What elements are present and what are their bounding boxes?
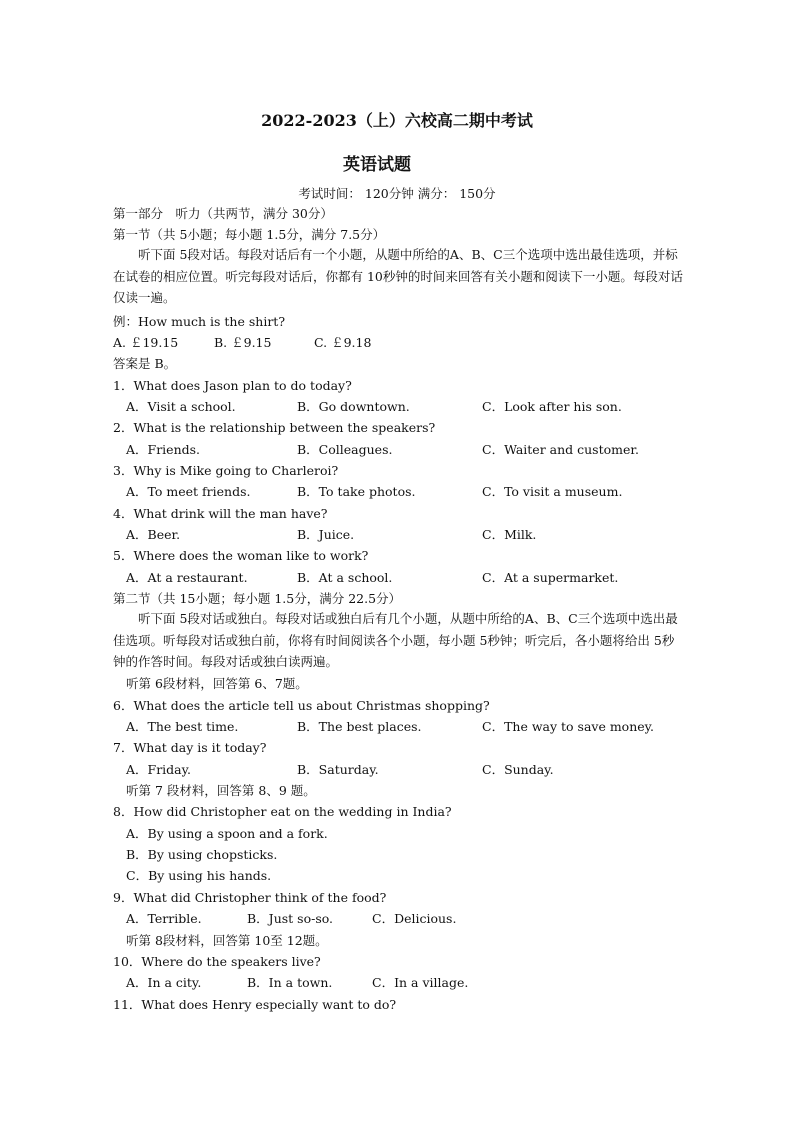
q2-option-a: A．Friends. [126, 442, 201, 457]
question-6: 6．What does the article tell us about Christmas shopping? [113, 698, 490, 713]
q1-option-a: A．Visit a school. [126, 399, 236, 414]
q1-option-b: B．Go downtown. [297, 399, 410, 414]
q9-option-c: C．Delicious. [372, 911, 457, 926]
material-7-note: 听第 7 段材料，回答第 8、9 题。 [126, 783, 316, 798]
material-8-note: 听第 8段材料，回答第 10至 12题。 [126, 933, 328, 948]
q3-option-c: C．To visit a museum. [482, 484, 623, 499]
subject-title: 英语试题 [343, 155, 411, 175]
q7-option-a: A．Friday. [126, 762, 192, 777]
question-11: 11．What does Henry especially want to do? [113, 997, 397, 1012]
question-8: 8．How did Christopher eat on the wedding in India? [113, 804, 452, 819]
q4-option-b: B．Juice. [297, 527, 355, 542]
q5-option-c: C．At a supermarket. [482, 570, 619, 585]
question-4: 4．What drink will the man have? [113, 506, 328, 521]
example-option-c: C. ￡9.18 [314, 335, 372, 350]
q10-option-a: A．In a city. [126, 975, 202, 990]
example-option-b: B. ￡9.15 [214, 335, 272, 350]
q6-option-b: B．The best places. [297, 719, 422, 734]
example-question: 例：How much is the shirt? [113, 314, 286, 329]
q8-option-a: A．By using a spoon and a fork. [126, 826, 328, 841]
q8-option-b: B．By using chopsticks. [126, 847, 278, 862]
q2-option-c: C．Waiter and customer. [482, 442, 639, 457]
q10-option-c: C．In a village. [372, 975, 469, 990]
question-7: 7．What day is it today? [113, 740, 267, 755]
q1-option-c: C．Look after his son. [482, 399, 622, 414]
question-1: 1．What does Jason plan to do today? [113, 378, 352, 393]
exam-info: 考试时间： 120分钟 满分： 150分 [298, 186, 496, 201]
q10-option-b: B．In a town. [247, 975, 333, 990]
question-2: 2．What is the relationship between the speakers? [113, 420, 436, 435]
q7-option-c: C．Sunday. [482, 762, 554, 777]
q9-option-a: A．Terrible. [126, 911, 202, 926]
example-answer: 答案是 B。 [113, 356, 177, 371]
q5-option-a: A．At a restaurant. [126, 570, 248, 585]
q4-option-a: A．Beer. [126, 527, 181, 542]
exam-title: 2022-2023（上）六校高二期中考试 [261, 111, 533, 130]
section1-heading: 第一节（共 5小题；每小题 1.5分，满分 7.5分） [113, 227, 386, 242]
material-6-note: 听第 6段材料，回答第 6、7题。 [126, 676, 308, 691]
part1-heading: 第一部分 听力（共两节，满分 30分） [113, 206, 333, 221]
question-10: 10．Where do the speakers live? [113, 954, 321, 969]
section2-heading: 第二节（共 15小题；每小题 1.5分，满分 22.5分） [113, 591, 402, 606]
question-9: 9．What did Christopher think of the food? [113, 890, 387, 905]
q5-option-b: B．At a school. [297, 570, 393, 585]
q6-option-a: A．The best time. [126, 719, 239, 734]
question-3: 3．Why is Mike going to Charleroi? [113, 463, 339, 478]
q9-option-b: B．Just so-so. [247, 911, 334, 926]
q4-option-c: C．Milk. [482, 527, 537, 542]
q3-option-a: A．To meet friends. [126, 484, 251, 499]
section2-instructions: 听下面 5段对话或独白。每段对话或独白后有几个小题，从题中所给的A、B、C三个选项中选出最佳选项。听每段对话或独白前，你将有时间阅读各个小题，每小题 5秒钟；听完后，各小题将给出 5秒钟的作答时间。每段对话或独白读两遍。 [113, 611, 678, 669]
q2-option-b: B．Colleagues. [297, 442, 393, 457]
q6-option-c: C．The way to save money. [482, 719, 655, 734]
question-5: 5．Where does the woman like to work? [113, 548, 369, 563]
q3-option-b: B．To take photos. [297, 484, 416, 499]
q8-option-c: C．By using his hands. [126, 868, 272, 883]
q7-option-b: B．Saturday. [297, 762, 379, 777]
example-option-a: A. ￡19.15 [113, 335, 179, 350]
section1-instructions: 听下面 5段对话。每段对话后有一个小题，从题中所给的A、B、C三个选项中选出最佳选项，并标在试卷的相应位置。听完每段对话后，你都有 10秒钟的时间来回答有关小题和阅读下一小题。每段对话仅读一遍。 [113, 247, 683, 305]
